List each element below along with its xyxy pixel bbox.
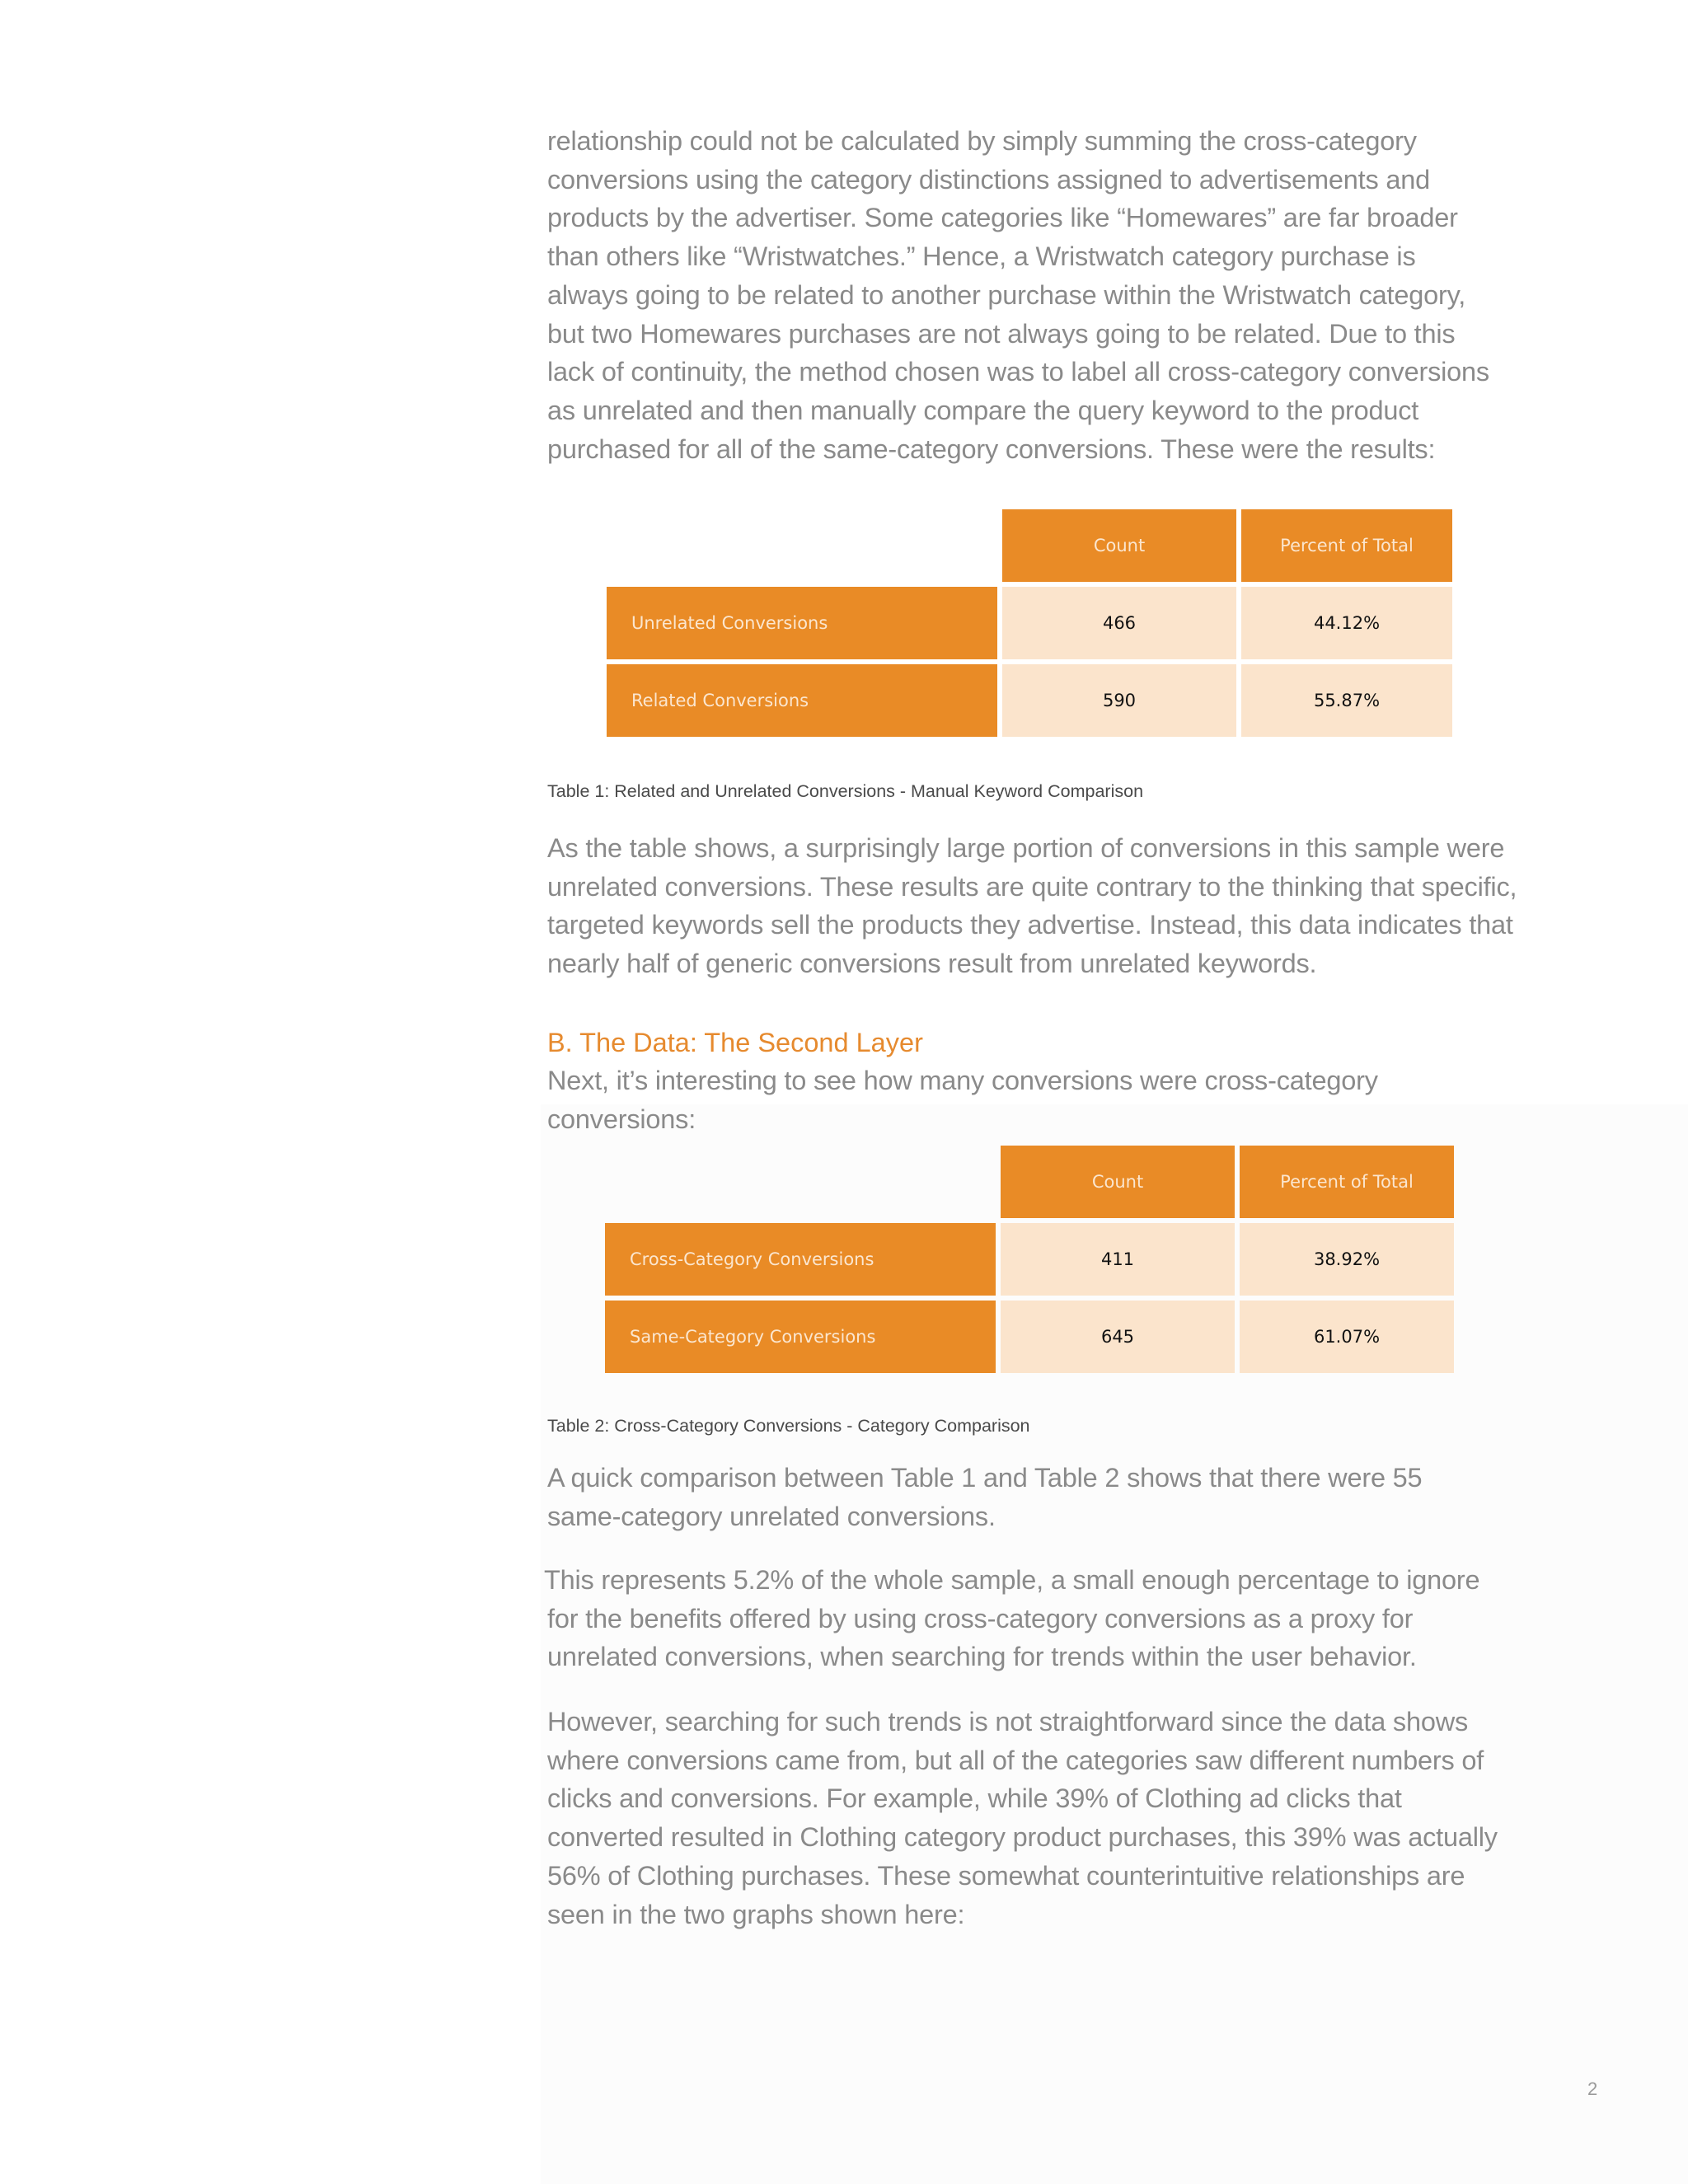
text-line: A quick comparison between Table 1 and Table 2 shows that there were 55 bbox=[547, 1463, 1423, 1493]
table-2-percent-cell: 61.07% bbox=[1240, 1301, 1454, 1373]
trends-paragraph bbox=[547, 1703, 1498, 1933]
text-line: lack of continuity, the method chosen was to label all cross-category conversions bbox=[547, 357, 1489, 387]
table-2-count-cell: 411 bbox=[1001, 1223, 1235, 1296]
text-line: but two Homewares purchases are not always going to be related. Due to this bbox=[547, 318, 1456, 349]
text-line: purchased for all of the same-category conversions. These were the results: bbox=[547, 434, 1436, 464]
intro-table-2-paragraph bbox=[547, 1062, 1378, 1138]
comparison-paragraph bbox=[547, 1459, 1422, 1535]
table-2-header-percent: Percent of Total bbox=[1240, 1146, 1454, 1218]
page-number: 2 bbox=[1587, 2079, 1598, 2099]
table-1-header-percent: Percent of Total bbox=[1241, 509, 1452, 582]
text-line: unrelated conversions, when searching for trends within the user behavior. bbox=[547, 1642, 1417, 1672]
text-line: where conversions came from, but all of the categories saw different numbers of bbox=[547, 1745, 1484, 1775]
text-line: Next, it’s interesting to see how many conversions were cross-category bbox=[547, 1066, 1378, 1095]
table-1-percent-cell: 44.12% bbox=[1241, 587, 1452, 659]
text-line: conversions: bbox=[547, 1104, 696, 1134]
table-1-caption: Table 1: Related and Unrelated Conversions - Manual Keyword Comparison bbox=[547, 781, 1144, 801]
text-line: However, searching for such trends is not straightforward since the data shows bbox=[547, 1707, 1469, 1736]
table-1-count-cell: 466 bbox=[1002, 587, 1236, 659]
table-1-percent-cell: 55.87% bbox=[1241, 664, 1452, 737]
text-line: targeted keywords sell the products they advertise. Instead, this data indicates that bbox=[547, 910, 1513, 940]
table-2-header-count: Count bbox=[1001, 1146, 1235, 1218]
text-line: same-category unrelated conversions. bbox=[547, 1501, 996, 1531]
table-2-caption: Table 2: Cross-Category Conversions - Category Comparison bbox=[547, 1416, 1030, 1436]
table-2-count-cell: 645 bbox=[1001, 1301, 1235, 1373]
text-line: unrelated conversions. These results are quite contrary to the thinking that specific, bbox=[547, 871, 1517, 902]
text-line: relationship could not be calculated by simply summing the cross-category bbox=[547, 126, 1417, 156]
table-1-header-count: Count bbox=[1002, 509, 1236, 582]
table-2-row-label: Cross-Category Conversions bbox=[605, 1223, 996, 1296]
text-line: for the benefits offered by using cross-category conversions as a proxy for bbox=[547, 1603, 1414, 1633]
table-2-row-label: Same-Category Conversions bbox=[605, 1301, 996, 1373]
text-line: than others like “Wristwatches.” Hence, a Wristwatch category purchase is bbox=[547, 241, 1416, 272]
text-line: seen in the two graphs shown here: bbox=[547, 1899, 965, 1929]
results-paragraph bbox=[547, 829, 1517, 983]
table-1-row-label: Related Conversions bbox=[607, 664, 997, 737]
text-line: clicks and conversions. For example, while 39% of Clothing ad clicks that bbox=[547, 1783, 1402, 1814]
text-line: nearly half of generic conversions result from unrelated keywords. bbox=[547, 949, 1317, 979]
text-line: This represents 5.2% of the whole sample, a small enough percentage to ignore bbox=[544, 1565, 1480, 1595]
text-line: As the table shows, a surprisingly large portion of conversions in this sample were bbox=[547, 833, 1505, 863]
table-1-count-cell: 590 bbox=[1002, 664, 1236, 737]
sample-paragraph bbox=[544, 1561, 1479, 1676]
text-line: products by the advertiser. Some categories like “Homewares” are far broader bbox=[547, 203, 1458, 233]
text-line: always going to be related to another purchase within the Wristwatch category, bbox=[547, 279, 1466, 310]
text-line: converted resulted in Clothing category product purchases, this 39% was actually bbox=[547, 1822, 1498, 1853]
text-line: as unrelated and then manually compare the query keyword to the product bbox=[547, 395, 1419, 425]
intro-paragraph bbox=[547, 122, 1489, 468]
section-heading: B. The Data: The Second Layer bbox=[547, 1028, 923, 1057]
table-2-percent-cell: 38.92% bbox=[1240, 1223, 1454, 1296]
text-line: 56% of Clothing purchases. These somewhat counterintuitive relationships are bbox=[547, 1860, 1465, 1891]
text-line: conversions using the category distinctions assigned to advertisements and bbox=[547, 164, 1430, 194]
table-1-row-label: Unrelated Conversions bbox=[607, 587, 997, 659]
